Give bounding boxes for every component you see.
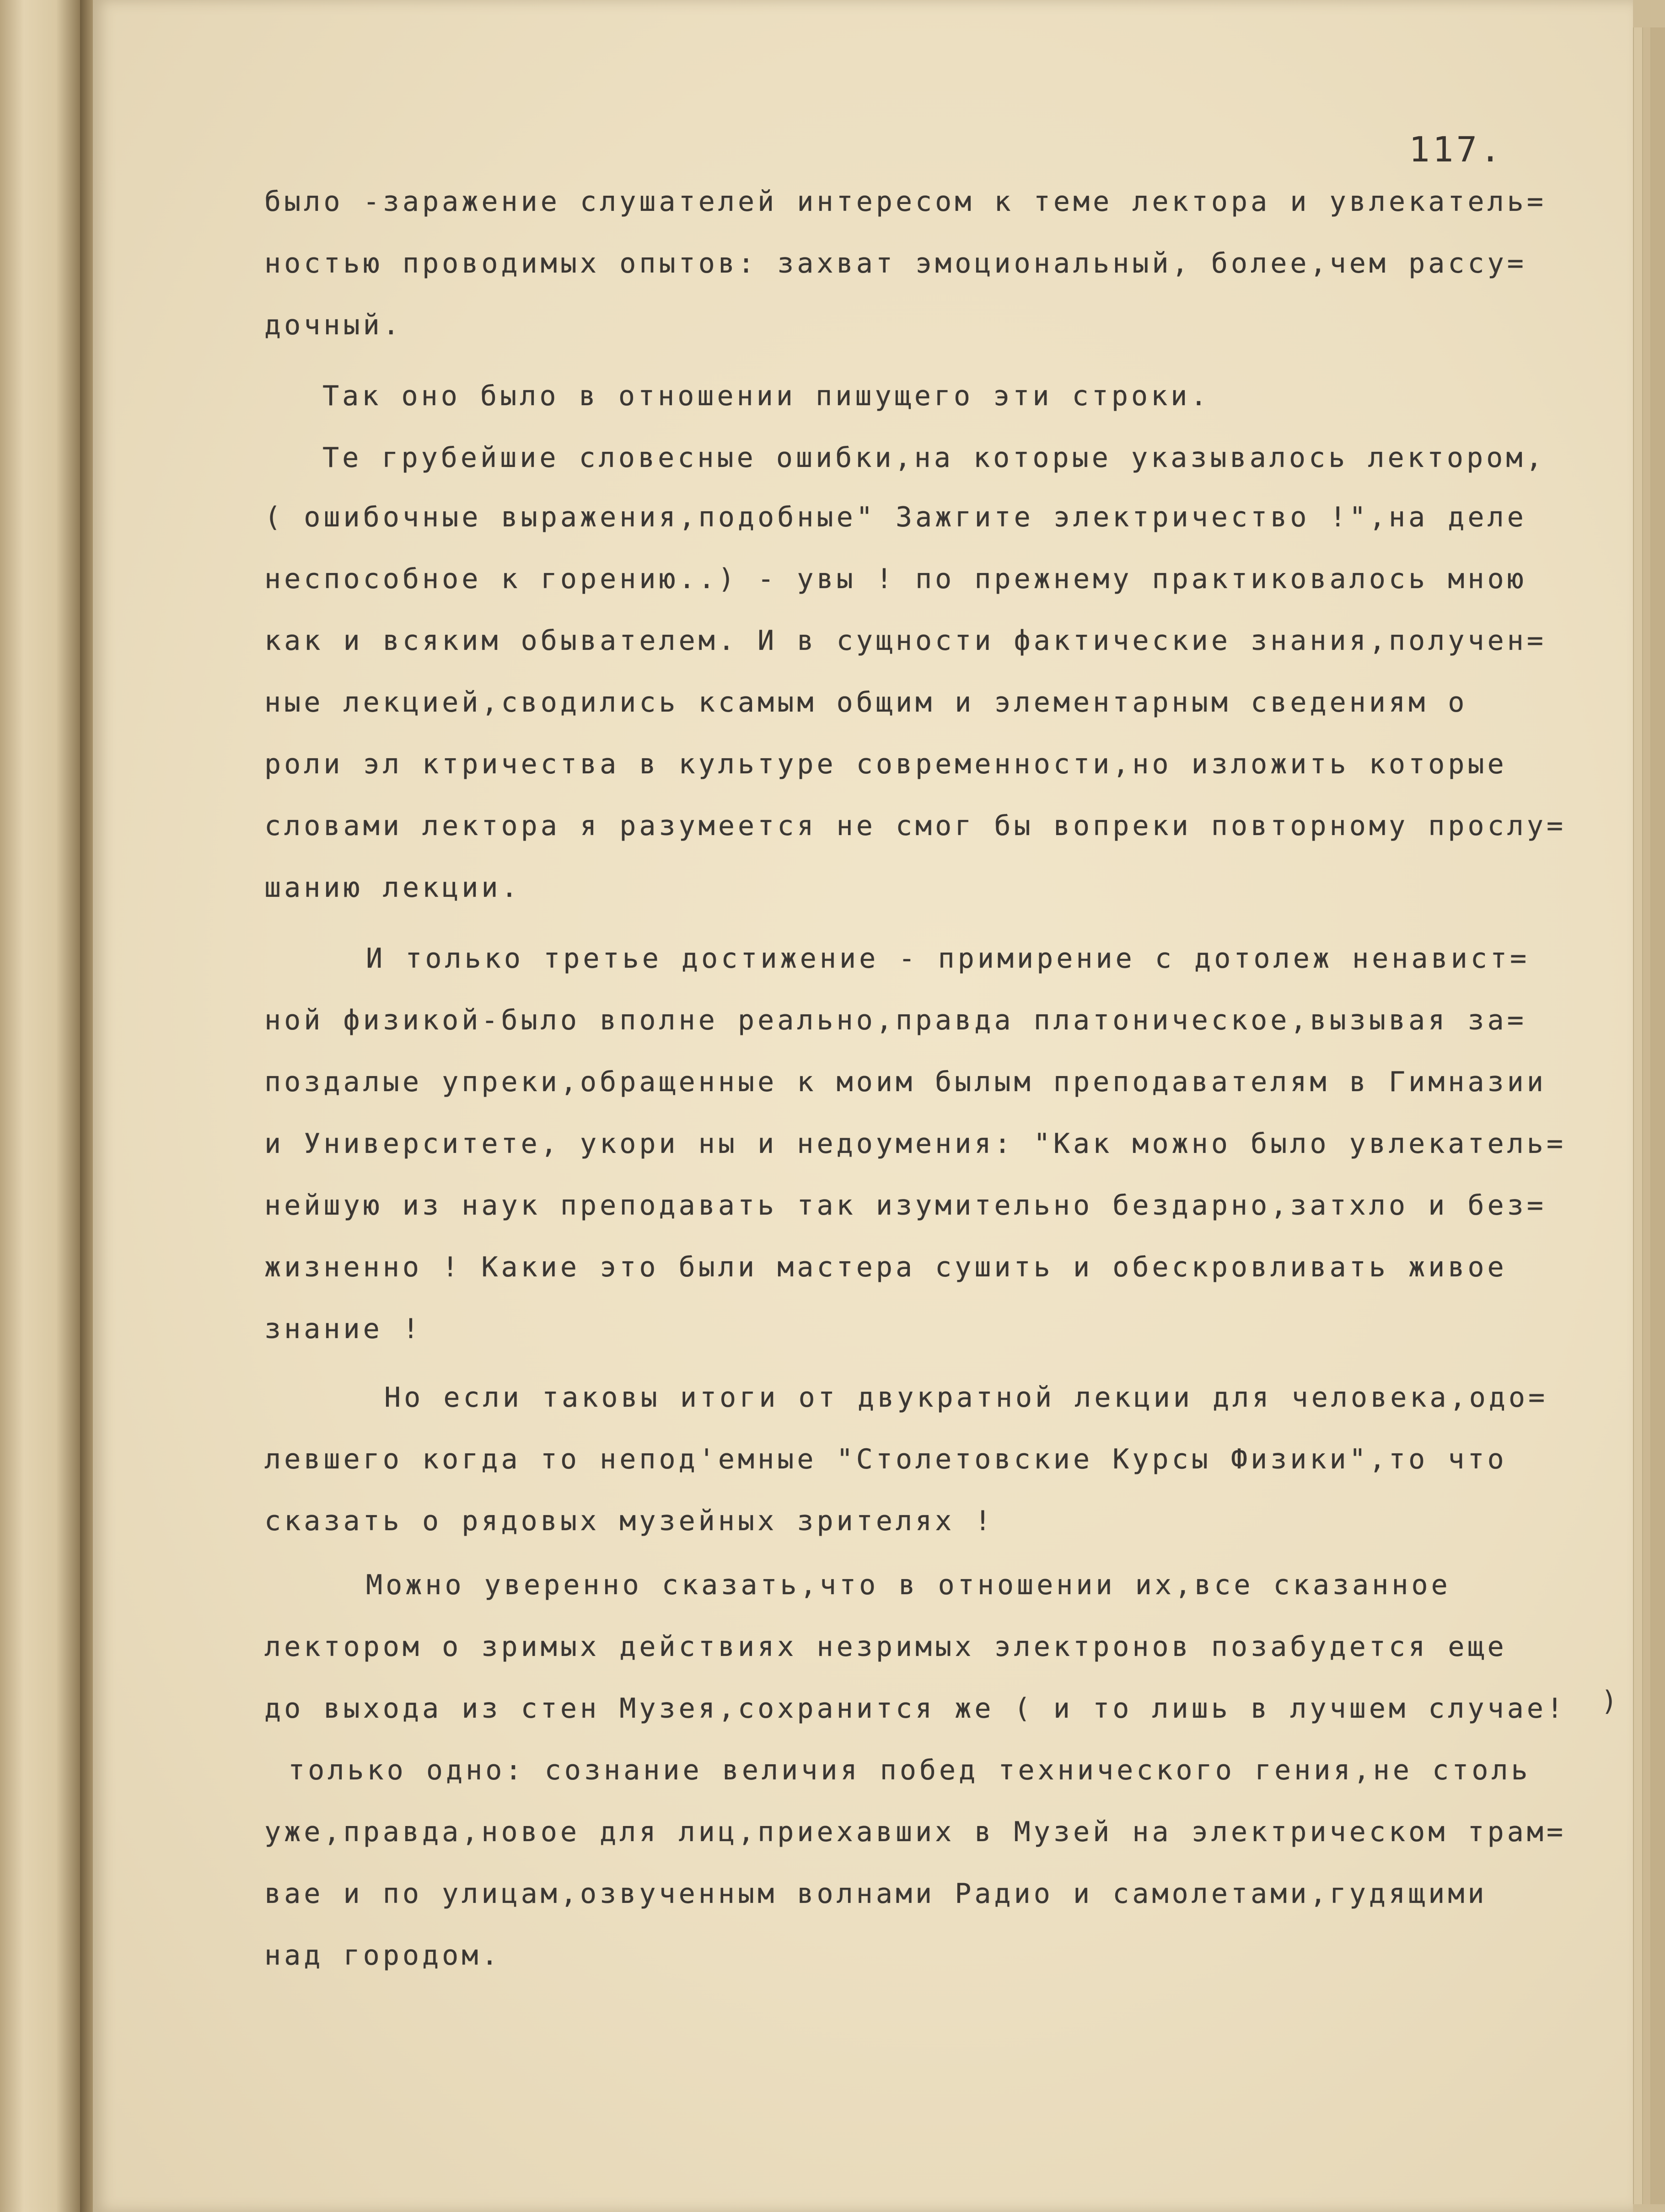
margin-closing-bracket: ): [1601, 1685, 1618, 1717]
text-line: лектором о зримых действиях незримых электронов позабудется еще: [264, 1631, 1507, 1663]
text-line: как и всяким обывателем. И в сущности фактические знания,получен=: [264, 625, 1547, 657]
text-line: Те грубейшие словесные ошибки,на которые указывалось лектором,: [322, 442, 1546, 474]
text-line: над городом.: [264, 1939, 501, 1971]
text-line: ной физикой-было вполне реально,правда платоническое,вызывая за=: [264, 1004, 1527, 1036]
page-number: 117.: [1409, 129, 1504, 170]
text-line: И только третье достижение - примирение с дотолеж ненавист=: [366, 943, 1530, 975]
text-line: уже,правда,новое для лиц,приехавших в Музей на электрическом трам=: [264, 1816, 1567, 1848]
text-line: ностью проводимых опытов: захват эмоциональный, более,чем рассу=: [264, 247, 1527, 279]
text-line: только одно: сознание величия побед технического гения,не столь: [288, 1754, 1531, 1786]
text-line: Можно уверенно сказать,что в отношении их,все сказанное: [366, 1569, 1451, 1601]
text-line: словами лектора я разумеется не смог бы вопреки повторному прослу=: [264, 810, 1567, 842]
text-line: Так оно было в отношении пишущего эти строки.: [322, 380, 1210, 412]
text-line: сказать о рядовых музейных зрителях !: [264, 1505, 994, 1537]
text-line: до выхода из стен Музея,сохранится же ( и то лишь в лучшем случае!: [264, 1692, 1567, 1725]
text-line: неспособное к горению..) - увы ! по прежнему практиковалось мною: [264, 563, 1527, 595]
text-line: роли эл ктричества в культуре современности,но изложить которые: [264, 748, 1507, 780]
text-line: ( ошибочные выражения,подобные" Зажгите электричество !",на деле: [264, 501, 1527, 533]
text-line: и Университете, укори ны и недоумения: "Как можно было увлекатель=: [264, 1128, 1567, 1160]
text-line: дочный.: [264, 309, 403, 341]
text-line: вае и по улицам,озвученным волнами Радио и самолетами,гудящими: [264, 1878, 1488, 1910]
text-line: нейшую из наук преподавать так изумительно бездарно,затхло и без=: [264, 1189, 1547, 1221]
text-line: жизненно ! Какие это были мастера сушить и обескровливать живое: [264, 1251, 1507, 1283]
text-line: шанию лекции.: [264, 872, 521, 904]
text-line: левшего когда то непод'емные "Столетовские Курсы Физики",то что: [264, 1443, 1507, 1475]
text-line: было -заражение слушателей интересом к теме лектора и увлекатель=: [264, 186, 1547, 218]
text-line: Но если таковы итоги от двукратной лекции для человека,одо=: [384, 1382, 1548, 1414]
text-line: знание !: [264, 1313, 422, 1345]
text-line: ные лекцией,сводились ксамым общим и элементарным сведениям о: [264, 686, 1468, 718]
text-line: поздалые упреки,обращенные к моим былым преподавателям в Гимназии: [264, 1066, 1547, 1098]
